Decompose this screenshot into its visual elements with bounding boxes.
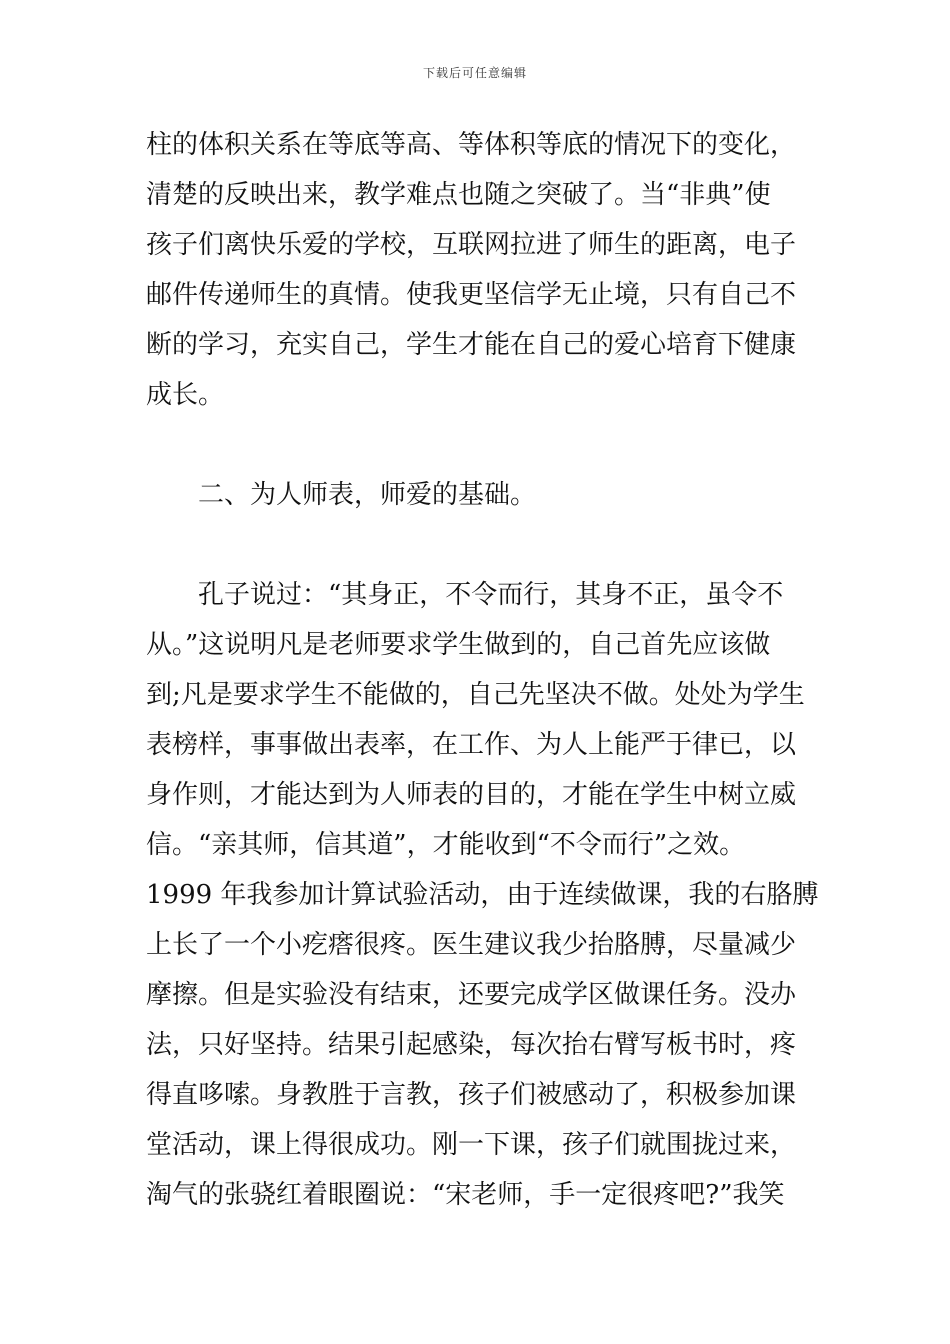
paragraph-line: 上长了一个小疙瘩很疼。医生建议我少抬胳膊，尽量减少 <box>146 930 797 960</box>
paragraph-line: 1999 年我参加计算试验活动，由于连续做课，我的右胳膊 <box>146 880 819 910</box>
paragraph-line: 信。“亲其师，信其道”，才能收到“不令而行”之效。 <box>146 830 746 860</box>
paragraph-gap <box>146 520 846 570</box>
paragraph-line: 邮件传递师生的真情。使我更坚信学无止境，只有自己不 <box>146 280 797 310</box>
paragraph-line: 身作则，才能达到为人师表的目的，才能在学生中树立威 <box>146 780 797 810</box>
paragraph-line: 清楚的反映出来，教学难点也随之突破了。当“非典”使 <box>146 180 771 210</box>
paragraph-line: 孩子们离快乐爱的学校，互联网拉进了师生的距离，电子 <box>146 230 797 260</box>
paragraph-line: 从。”这说明凡是老师要求学生做到的，自己首先应该做 <box>146 630 771 660</box>
paragraph-line: 法，只好坚持。结果引起感染，每次抬右臂写板书时，疼 <box>146 1030 797 1060</box>
document-body <box>146 120 846 1220</box>
paragraph-line: 堂活动，课上得很成功。刚一下课，孩子们就围拢过来， <box>146 1130 797 1160</box>
paragraph-line: 淘气的张骁红着眼圈说：“宋老师，手一定很疼吧?”我笑 <box>146 1180 785 1210</box>
paragraph-gap <box>146 420 846 470</box>
section-heading: 二、为人师表，师爱的基础。 <box>198 480 537 510</box>
paragraph-line: 摩擦。但是实验没有结束，还要完成学区做课任务。没办 <box>146 980 797 1010</box>
paragraph-line: 得直哆嗦。身教胜于言教，孩子们被感动了，积极参加课 <box>146 1080 797 1110</box>
paragraph-line: 断的学习，充实自己，学生才能在自己的爱心培育下健康 <box>146 330 797 360</box>
paragraph-line: 柱的体积关系在等底等高、等体积等底的情况下的变化， <box>146 130 797 160</box>
paragraph-line: 成长。 <box>146 380 225 410</box>
page-header: 下载后可任意编辑 <box>422 66 527 80</box>
paragraph-line: 孔子说过：“其身正，不令而行，其身不正，虽令不 <box>198 580 784 610</box>
paragraph-line: 表榜样，事事做出表率，在工作、为人上能严于律已，以 <box>146 730 797 760</box>
paragraph-line: 到;凡是要求学生不能做的，自己先坚决不做。处处为学生 <box>146 680 805 710</box>
